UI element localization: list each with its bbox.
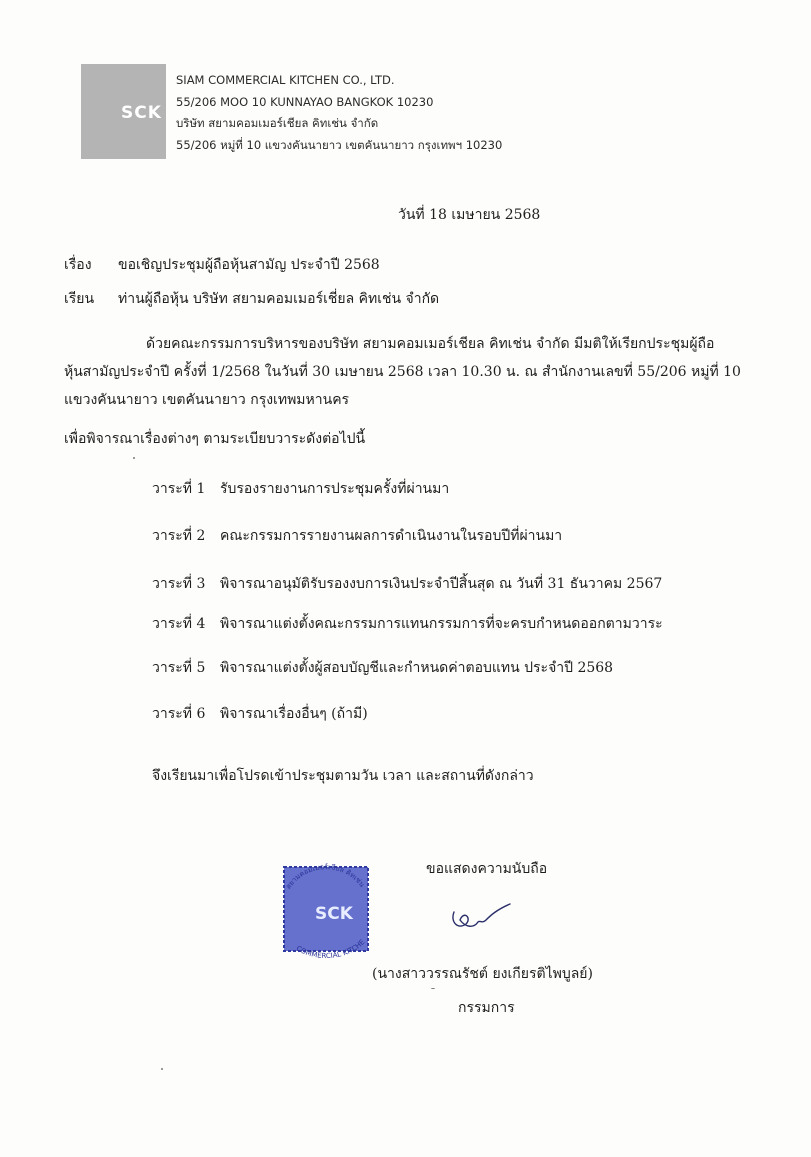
stamp-center-text: SCK [315, 904, 353, 924]
agenda-number: วาระที่ 4 [152, 616, 206, 632]
signature-mark [448, 898, 518, 934]
body-paragraph [64, 330, 741, 414]
company-name-en: SIAM COMMERCIAL KITCHEN CO., LTD. [176, 73, 395, 87]
company-logo [81, 64, 166, 159]
scan-speck [431, 988, 435, 989]
regards-line: ขอแสดงความนับถือ [426, 861, 548, 877]
stamp-graphic [270, 857, 382, 962]
agenda-text: รับรองรายงานการประชุมครั้งที่ผ่านมา [220, 481, 450, 497]
body-line-2: หุ้นสามัญประจำปี ครั้งที่ 1/2568 ในวันที่ 30 เมษายน 2568 เวลา 10.30 น. ณ สำนักงานเลขที่ 55/206 หมู่ที่ 10 [64, 364, 741, 380]
agenda-item [152, 703, 368, 725]
company-address-th: 55/206 หมู่ที่ 10 แขวงคันนายาว เขตคันนายาว กรุงเทพฯ 10230 [176, 137, 503, 152]
company-name-th: บริษัท สยามคอมเมอร์เชียล คิทเช่น จำกัด [176, 116, 379, 130]
scan-speck [133, 457, 135, 459]
agenda-text: พิจารณาเรื่องอื่นๆ (ถ้ามี) [220, 706, 368, 722]
signer-position: กรรมการ [458, 1000, 515, 1016]
agenda-number: วาระที่ 1 [152, 481, 206, 497]
stamp-ring-top-text: สยามคอมเมอร์เชียล คิทเช่น [284, 863, 367, 891]
company-address-en: 55/206 MOO 10 KUNNAYAO BANGKOK 10230 [176, 94, 434, 109]
agenda-text: คณะกรรมการรายงานผลการดำเนินงานในรอบปีที่ผ่านมา [220, 528, 563, 544]
agenda-text: พิจารณาแต่งตั้งคณะกรรมการแทนกรรมการที่จะครบกำหนดออกตามวาระ [220, 616, 663, 632]
agenda-item [152, 478, 449, 500]
agenda-number: วาระที่ 5 [152, 660, 206, 676]
subject-label: เรื่อง [64, 257, 92, 273]
subject-line [64, 254, 380, 276]
recipient-label: เรียน [64, 291, 95, 307]
signer-name: (นางสาววรรณรัชต์ ยงเกียรติไพบูลย์) [372, 966, 593, 982]
recipient-text: ท่านผู้ถือหุ้น บริษัท สยามคอมเมอร์เชี่ยล คิทเช่น จำกัด [118, 291, 440, 307]
agenda-item [152, 573, 662, 595]
agenda-number: วาระที่ 2 [152, 528, 206, 544]
agenda-text: พิจารณาอนุมัติรับรองงบการเงินประจำปีสิ้นสุด ณ วันที่ 31 ธันวาคม 2567 [220, 576, 663, 592]
letter-date: วันที่ 18 เมษายน 2568 [398, 207, 541, 223]
stamp-ring-bottom-text: COMMERCIAL KITCHE [294, 938, 367, 961]
agenda-item [152, 525, 562, 547]
agenda-intro: เพื่อพิจารณาเรื่องต่างๆ ตามระเบียบวาระดังต่อไปนี้ [64, 431, 366, 447]
body-line-3: แขวงคันนายาว เขตคันนายาว กรุงเทพมหานคร [64, 392, 350, 408]
agenda-number: วาระที่ 3 [152, 576, 206, 592]
agenda-item [152, 657, 613, 679]
agenda-text: พิจารณาแต่งตั้งผู้สอบบัญชีและกำหนดค่าตอบแทน ประจำปี 2568 [220, 660, 614, 676]
company-stamp [270, 857, 382, 962]
body-line-1: ด้วยคณะกรรมการบริหารของบริษัท สยามคอมเมอร์เชียล คิทเช่น จำกัด มีมติให้เรียกประชุมผู้ถือ [146, 336, 715, 352]
recipient-line [64, 288, 439, 310]
subject-text: ขอเชิญประชุมผู้ถือหุ้นสามัญ ประจำปี 2568 [118, 257, 380, 273]
logo-text: SCK [121, 102, 162, 123]
agenda-number: วาระที่ 6 [152, 706, 206, 722]
closing-line: จึงเรียนมาเพื่อโปรดเข้าประชุมตามวัน เวลา และสถานที่ดังกล่าว [152, 768, 534, 784]
scan-speck [161, 1068, 163, 1070]
letterhead-info [176, 70, 502, 156]
agenda-item [152, 613, 663, 635]
